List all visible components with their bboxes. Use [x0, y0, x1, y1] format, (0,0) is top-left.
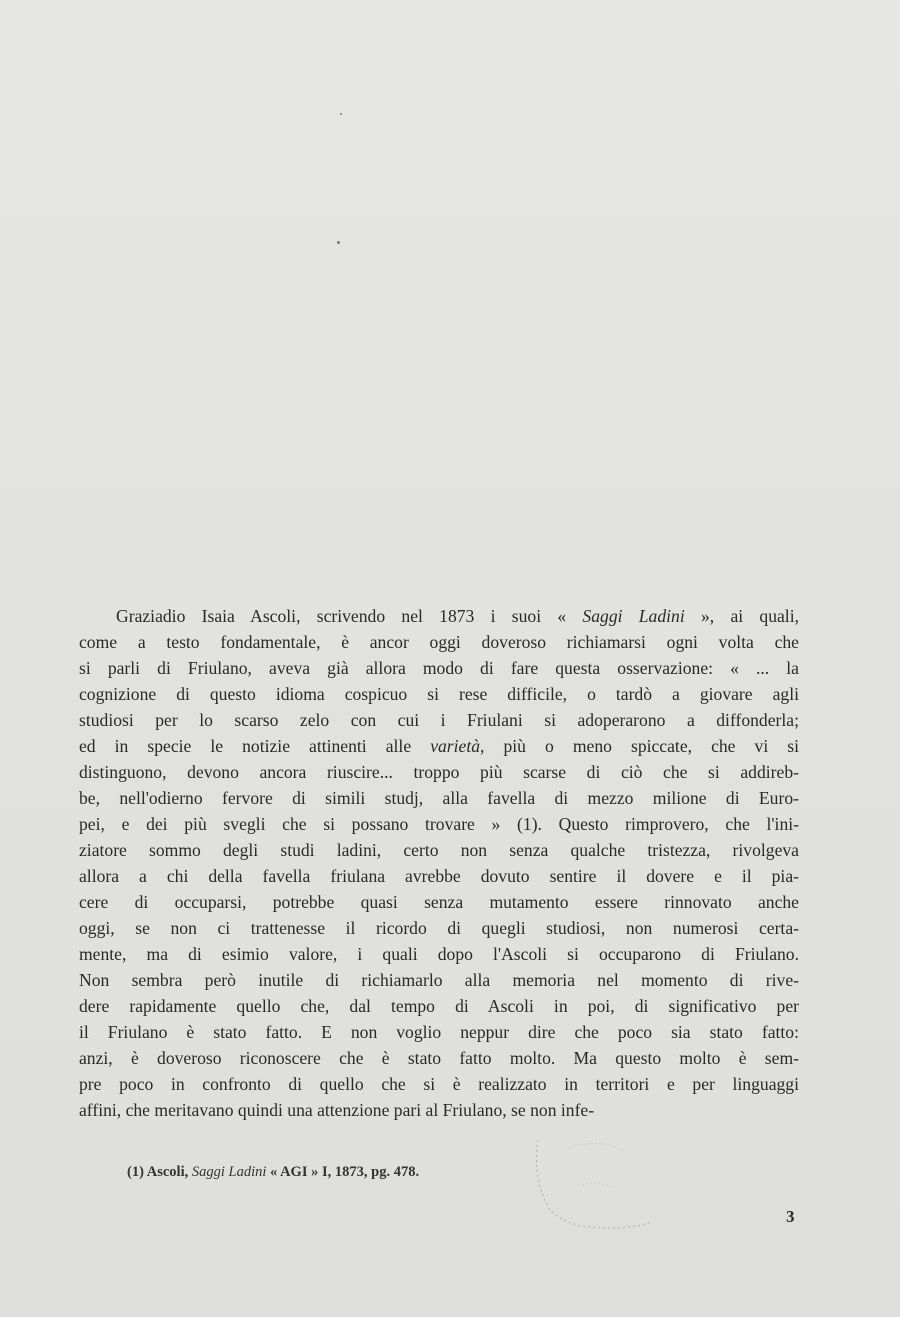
paragraph-line: anzi, è doveroso riconoscere che è stato fatto molto. Ma questo molto è sem- [79, 1048, 799, 1068]
paragraph-line: come a testo fondamentale, è ancor oggi doveroso richiamarsi ogni volta che [79, 632, 799, 652]
footnote-details: I, 1873, pg. 478. [321, 1164, 420, 1180]
footnote-journal: « AGI » [270, 1164, 319, 1180]
paragraph-line: Graziadio Isaia Ascoli, scrivendo nel 1873 i suoi « Saggi Ladini », ai quali, [116, 606, 799, 626]
paragraph-line: cognizione di questo idioma cospicuo si rese difficile, o tardò a giovare agli [79, 684, 799, 704]
paragraph-line: ed in specie le notizie attinenti alle varietà, più o meno spiccate, che vi si [79, 736, 799, 756]
footnote-author: Ascoli, [146, 1164, 189, 1180]
footnote [127, 1164, 419, 1181]
body-paragraph [79, 603, 799, 1123]
ink-speck [340, 113, 342, 115]
paragraph-line: allora a chi della favella friulana avrebbe dovuto sentire il dovere e il pia- [79, 866, 799, 886]
ink-speck [337, 241, 340, 244]
paragraph-line: studiosi per lo scarso zelo con cui i Friulani si adoperarono a diffonderla; [79, 710, 799, 730]
paragraph-line: pre poco in confronto di quello che si è realizzato in territori e per linguaggi [79, 1074, 799, 1094]
paragraph-line: si parli di Friulano, aveva già allora modo di fare questa osservazione: « ... la [79, 658, 799, 678]
faded-library-stamp [528, 1130, 658, 1235]
paragraph-line: cere di occuparsi, potrebbe quasi senza mutamento essere rinnovato anche [79, 892, 799, 912]
paragraph-line: il Friulano è stato fatto. E non voglio neppur dire che poco sia stato fatto: [79, 1022, 799, 1042]
footnote-marker: (1) [127, 1164, 144, 1180]
footnote-work: Saggi Ladini [191, 1164, 267, 1180]
paragraph-line: pei, e dei più svegli che si possano trovare » (1). Questo rimprovero, che l'ini- [79, 814, 799, 834]
paragraph-line: Non sembra però inutile di richiamarlo alla memoria nel momento di rive- [79, 970, 799, 990]
paragraph-line: dere rapidamente quello che, dal tempo di Ascoli in poi, di significativo per [79, 996, 799, 1016]
paragraph-line: mente, ma di esimio valore, i quali dopo l'Ascoli si occuparono di Friulano. [79, 944, 799, 964]
paragraph-line: be, nell'odierno fervore di simili studj, alla favella di mezzo milione di Euro- [79, 788, 799, 808]
paragraph-line: oggi, se non ci trattenesse il ricordo di quegli studiosi, non numerosi certa- [79, 918, 799, 938]
paragraph-line: distinguono, devono ancora riuscire... troppo più scarse di ciò che si addireb- [79, 762, 799, 782]
page-number: 3 [786, 1207, 795, 1226]
paragraph-line: ziatore sommo degli studi ladini, certo non senza qualche tristezza, rivolgeva [79, 840, 799, 860]
paragraph-line: affini, che meritavano quindi una attenzione pari al Friulano, se non infe- [79, 1100, 595, 1120]
